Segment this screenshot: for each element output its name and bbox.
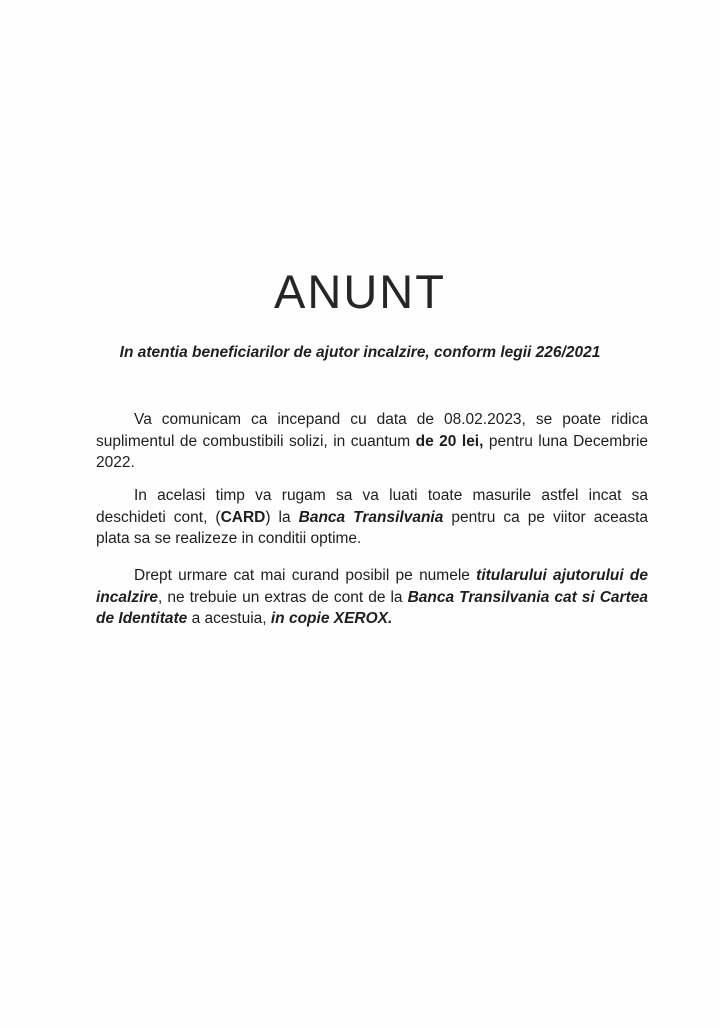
paragraph-text: Va comunicam ca incepand cu data de 08.02.2023, se poate ridica suplimentul de combustibili solizi, in cuantum: [96, 411, 648, 450]
paragraph-text: pentru luna Decembrie 2022.: [96, 432, 649, 471]
announcement-subtitle: In atentia beneficiarilor de ajutor incalzire, conform legii 226/2021: [119, 344, 601, 361]
bank-name-text: Banca Transilvania: [298, 508, 444, 526]
paragraph-text: a acestuia,: [187, 610, 271, 627]
announcement-title: ANUNT: [274, 265, 446, 318]
paragraph-documents: [96, 565, 648, 630]
copy-text: in copie XEROX.: [270, 610, 393, 627]
paragraph-text: pentru ca pe viitor aceasta plata sa se realizeze in conditii optime.: [96, 508, 648, 547]
amount-text: de 20 lei,: [415, 432, 484, 450]
bank-id-text: Banca Transilvania cat si Cartea de Identitate: [96, 588, 648, 627]
paragraph-text: In acelasi timp va rugam sa va luati toate masurile astfel incat sa deschideti cont, (: [96, 487, 648, 526]
holder-text: titularului ajutorului de incalzire: [96, 567, 648, 606]
paragraph-text: Drept urmare cat mai curand posibil pe numele: [134, 567, 477, 584]
paragraph-supplement: [96, 409, 648, 474]
paragraph-text: ) la: [265, 508, 299, 526]
card-text: CARD: [220, 508, 266, 526]
paragraph-text: , ne trebuie un extras de cont de la: [158, 588, 408, 606]
paragraph-account: [96, 485, 648, 550]
